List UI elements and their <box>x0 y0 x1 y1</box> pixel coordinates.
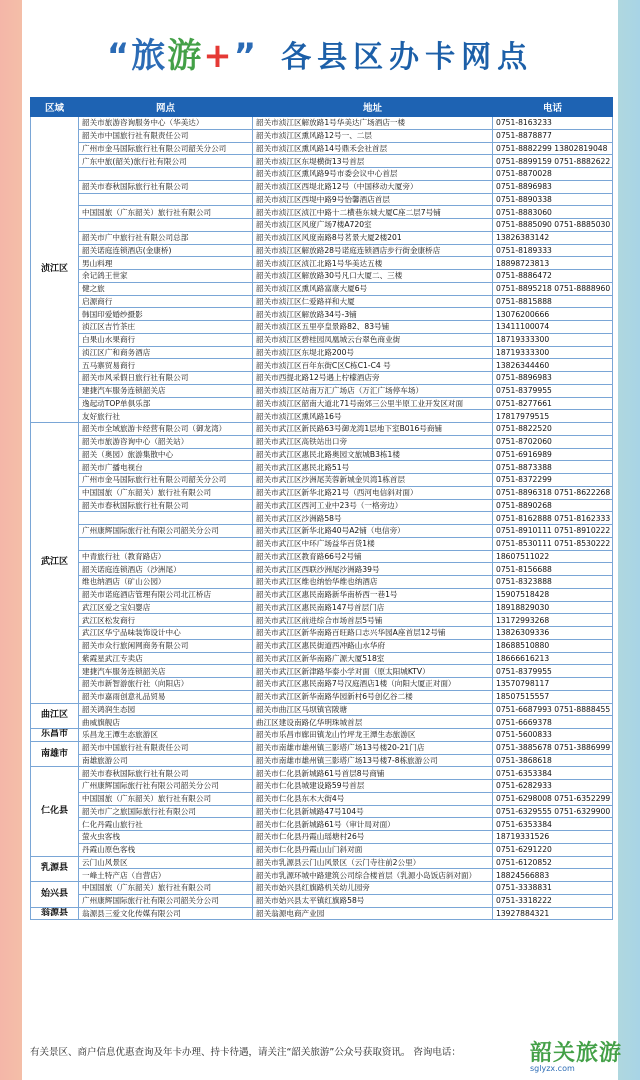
phone-cell: 15907518428 <box>493 588 613 601</box>
outlet-cell: 韶关市广播电视台 <box>79 461 253 474</box>
phone-cell: 0751-8189333 <box>493 244 613 257</box>
address-cell: 韶关市武江区维也纳怡华维也纳酒店 <box>253 576 493 589</box>
outlet-cell: 南雄旅游公司 <box>79 754 253 767</box>
address-cell: 韶关市浈江区西堤北路12号（中国移动大厦旁） <box>253 180 493 193</box>
table-row <box>31 448 613 461</box>
phone-cell: 0751-8372299 <box>493 474 613 487</box>
phone-cell: 0751-8885090 0751-8885030 <box>493 219 613 232</box>
table-row <box>31 576 613 589</box>
table-row <box>31 729 613 742</box>
district-cell: 武江区 <box>31 423 79 704</box>
outlet-cell: 广州市金马国际旅行社有限公司韶关分公司 <box>79 142 253 155</box>
table-row <box>31 474 613 487</box>
address-cell: 韶关市浈江区韶南大道北71号南郊三公里半原工业开发区对面 <box>253 397 493 410</box>
outlet-cell: 韶关诺庭连锁酒店（沙洲尾） <box>79 563 253 576</box>
phone-cell: 0751-8379955 <box>493 384 613 397</box>
district-cell: 仁化县 <box>31 767 79 856</box>
address-cell: 韶关市武江区新华北路21号（西河电信斜对面） <box>253 486 493 499</box>
table-row <box>31 831 613 844</box>
table-row <box>31 767 613 780</box>
address-cell: 韶关市浈江区解放路30号凡口大厦二、三楼 <box>253 270 493 283</box>
outlet-cell: 中国国旅（广东韶关）旅行社有限公司 <box>79 792 253 805</box>
address-cell: 韶关市仁化县新城路61号（审计局对面） <box>253 818 493 831</box>
address-cell: 韶关市浈江区熏风路14号鼎禾会社首层 <box>253 142 493 155</box>
phone-cell: 13172993268 <box>493 614 613 627</box>
outlet-cell: 白果山水果商行 <box>79 333 253 346</box>
table-row <box>31 678 613 691</box>
address-cell: 韶关市浈江区东堤北路200号 <box>253 346 493 359</box>
address-cell: 韶关市武江区新民路63号御龙湾1层地下室B016号商铺 <box>253 423 493 436</box>
address-cell: 韶关市武江区中环广场益华百货1楼 <box>253 537 493 550</box>
district-cell: 南雄市 <box>31 741 79 767</box>
outlet-cell: 丹霞山原色客栈 <box>79 843 253 856</box>
phone-cell: 0751-8883060 <box>493 206 613 219</box>
phone-cell: 13927884321 <box>493 907 613 920</box>
table-row <box>31 894 613 907</box>
table-row <box>31 550 613 563</box>
outlet-cell: 韶关市中国旅行社有限责任公司 <box>79 741 253 754</box>
address-cell: 韶关市武江区惠民南路新华南桥西一巷1号 <box>253 588 493 601</box>
address-cell: 韶关市武江区新津路华泰小学对面（原太阳城KTV） <box>253 665 493 678</box>
address-cell: 韶关市仁化县新城路61号首层8号商铺 <box>253 767 493 780</box>
outlet-cell: 紫霞星武江专卖店 <box>79 652 253 665</box>
outlet-cell: 韶关市诺庭酒店管理有限公司北江桥店 <box>79 588 253 601</box>
phone-cell: 18719331526 <box>493 831 613 844</box>
outlet-cell: 韶关（奥园）旅游集散中心 <box>79 448 253 461</box>
page-subtitle: 各县区办卡网点 <box>281 40 534 75</box>
address-cell: 韶关市西提北路12号遇上柠檬酒店旁 <box>253 372 493 385</box>
table-row <box>31 295 613 308</box>
phone-cell: 0751-8890338 <box>493 193 613 206</box>
address-cell: 韶关市始兴县红旗路机关幼儿园旁 <box>253 882 493 895</box>
phone-cell: 0751-6329555 0751-6329900 <box>493 805 613 818</box>
address-cell: 韶关市仁化县丹霞山山门斜对面 <box>253 843 493 856</box>
outlet-cell: 韶关市嘉雨创意礼品贸易 <box>79 690 253 703</box>
outlet-cell <box>79 219 253 232</box>
column-header-outlet: 网点 <box>79 98 253 117</box>
phone-cell: 0751-8870028 <box>493 168 613 181</box>
outlet-cell: 维也纳酒店（矿山公园） <box>79 576 253 589</box>
table-row <box>31 397 613 410</box>
outlet-cell: 启源商行 <box>79 295 253 308</box>
phone-cell: 0751-8886472 <box>493 270 613 283</box>
phone-cell: 0751-8899159 0751-8882622 <box>493 155 613 168</box>
address-cell: 韶关市乳源县云门山风景区（云门寺往前2公里） <box>253 856 493 869</box>
phone-cell: 0751-8162888 0751-8162333 <box>493 512 613 525</box>
column-header-district: 区域 <box>31 98 79 117</box>
address-cell: 韶关市南雄市雄州镇三影塔广场13号楼7-8栋旅游公司 <box>253 754 493 767</box>
phone-cell: 0751-6291220 <box>493 843 613 856</box>
table-row <box>31 716 613 729</box>
address-cell: 韶关市浈江区解放路1号华美达广场酒店一楼 <box>253 117 493 130</box>
phone-cell: 0751-8910111 0751-8910222 <box>493 525 613 538</box>
phone-cell: 0751-8815888 <box>493 295 613 308</box>
address-cell: 韶关市仁化县城建设路59号首层 <box>253 780 493 793</box>
address-cell: 韶关市曲江区马坝镇官陂塘 <box>253 703 493 716</box>
table-row <box>31 117 613 130</box>
address-cell: 韶关市武江区惠民北路51号 <box>253 461 493 474</box>
address-cell: 韶关市武江区前进综合市场首层5号铺 <box>253 614 493 627</box>
address-cell: 韶关市武江区惠民北路奥园文旅城B3栋1楼 <box>253 448 493 461</box>
outlet-cell: 余记鸽王世家 <box>79 270 253 283</box>
address-cell: 韶关市浈江区熏风路富康大厦6号 <box>253 282 493 295</box>
phone-cell: 18898723813 <box>493 257 613 270</box>
address-cell: 韶关市浈江区五里亭皇景路82、83号铺 <box>253 321 493 334</box>
table-row <box>31 423 613 436</box>
table-header-row <box>31 98 613 117</box>
outlet-cell: 韶关市广之旅国际旅行社有限公司 <box>79 805 253 818</box>
outlet-cell: 广州市金马国际旅行社有限公司韶关分公司 <box>79 474 253 487</box>
outlet-cell: 健之旅 <box>79 282 253 295</box>
outlet-cell: 武江区华宁品味装饰设计中心 <box>79 627 253 640</box>
table-row <box>31 435 613 448</box>
table-row <box>31 486 613 499</box>
outlet-cell <box>79 193 253 206</box>
table-row <box>31 308 613 321</box>
table-row <box>31 499 613 512</box>
outlet-cell: 韶关市旅游咨询中心（韶关站） <box>79 435 253 448</box>
phone-cell: 0751-6282933 <box>493 780 613 793</box>
address-cell: 韶关市武江区高铁站出口旁 <box>253 435 493 448</box>
phone-cell: 0751-3338831 <box>493 882 613 895</box>
table-row <box>31 843 613 856</box>
outlet-cell: 友好旅行社 <box>79 410 253 423</box>
table-row <box>31 627 613 640</box>
phone-cell: 0751-8896983 <box>493 372 613 385</box>
table-row <box>31 219 613 232</box>
table-row <box>31 512 613 525</box>
address-cell: 韶关市南雄市雄州镇三影塔广场13号楼20-21门店 <box>253 741 493 754</box>
table-row <box>31 601 613 614</box>
table-row <box>31 129 613 142</box>
table-row <box>31 792 613 805</box>
table-row <box>31 652 613 665</box>
outlet-cell: 翁源县三爱文化传媒有限公司 <box>79 907 253 920</box>
address-cell: 韶关市武江区沙洲路58号 <box>253 512 493 525</box>
address-cell: 韶关市浈江区浈江北路1号华美达五楼 <box>253 257 493 270</box>
outlet-cell: 韶关鸿润生态园 <box>79 703 253 716</box>
table-row <box>31 168 613 181</box>
district-cell: 始兴县 <box>31 882 79 908</box>
table-row <box>31 270 613 283</box>
outlet-cell: 浈江区吉竹茶庄 <box>79 321 253 334</box>
outlet-table <box>30 97 613 920</box>
table-row <box>31 321 613 334</box>
phone-cell: 18918829030 <box>493 601 613 614</box>
address-cell: 韶关市浈江区百年东街C区C栋C1-C4 号 <box>253 359 493 372</box>
address-cell: 韶关市武江区惠民南路147号首层门店 <box>253 601 493 614</box>
outlet-cell: 韶关市中国旅行社有限责任公司 <box>79 129 253 142</box>
phone-cell: 17817979515 <box>493 410 613 423</box>
address-cell: 韶关市武江区沙洲尾芙蓉新城金贝湾1栋首层 <box>253 474 493 487</box>
phone-cell: 0751-8277661 <box>493 397 613 410</box>
table-row <box>31 703 613 716</box>
outlet-cell: 广州康辉国际旅行社有限公司韶关分公司 <box>79 780 253 793</box>
phone-cell: 0751-8702060 <box>493 435 613 448</box>
table-row <box>31 372 613 385</box>
table-row <box>31 461 613 474</box>
outlet-cell <box>79 512 253 525</box>
phone-cell: 0751-8873388 <box>493 461 613 474</box>
phone-cell: 18507515557 <box>493 690 613 703</box>
site-logo: 韶关旅游 sglyzx.com <box>530 1036 626 1080</box>
table-row <box>31 856 613 869</box>
address-cell: 韶关市浈江区碧桂园凤凰城云台翠色商业街 <box>253 333 493 346</box>
address-cell: 韶关市武江区新华南路华园新村6号创亿谷二楼 <box>253 690 493 703</box>
address-cell: 韶关市浈江区浈江中路十二横巷东城大厦C座二层7号铺 <box>253 206 493 219</box>
table-row <box>31 410 613 423</box>
table-row <box>31 780 613 793</box>
phone-cell: 18824566883 <box>493 869 613 882</box>
outlet-cell: 韶关市春秋国际旅行社有限公司 <box>79 767 253 780</box>
phone-cell: 0751-6298008 0751-6352299 <box>493 792 613 805</box>
table-row <box>31 639 613 652</box>
table-row <box>31 665 613 678</box>
outlet-cell: 中国国旅（广东韶关）旅行社有限公司 <box>79 882 253 895</box>
table-row <box>31 907 613 920</box>
phone-cell: 18719333300 <box>493 333 613 346</box>
phone-cell: 0751-8822520 <box>493 423 613 436</box>
outlet-cell: 仁化丹霞山旅行社 <box>79 818 253 831</box>
outlet-cell: 中青旅行社（教育路店） <box>79 550 253 563</box>
address-cell: 韶关市浈江区仁爱路祥和大厦 <box>253 295 493 308</box>
phone-cell: 18688510880 <box>493 639 613 652</box>
outlet-cell: 韶关市风采假日旅行社有限公司 <box>79 372 253 385</box>
outlet-cell <box>79 168 253 181</box>
address-cell: 韶关市乐昌市廊田镇龙山竹坪龙王潭生态旅游区 <box>253 729 493 742</box>
phone-cell: 18719333300 <box>493 346 613 359</box>
phone-cell: 0751-6687993 0751-8888455 <box>493 703 613 716</box>
brand-title: “旅游+” <box>106 36 259 76</box>
phone-cell: 13826344460 <box>493 359 613 372</box>
outlet-cell: 逸起动TOP单俱乐部 <box>79 397 253 410</box>
district-cell: 曲江区 <box>31 703 79 729</box>
phone-cell: 0751-6353384 <box>493 767 613 780</box>
table-row <box>31 142 613 155</box>
table-row <box>31 690 613 703</box>
outlet-cell: 韶关市春秋国际旅行社有限公司 <box>79 180 253 193</box>
district-cell: 浈江区 <box>31 117 79 423</box>
address-cell: 韶关市浈江区风度广场7楼A720室 <box>253 219 493 232</box>
table-row <box>31 741 613 754</box>
phone-cell: 0751-8323888 <box>493 576 613 589</box>
phone-cell: 0751-8896318 0751-8622268 <box>493 486 613 499</box>
district-cell: 乐昌市 <box>31 729 79 742</box>
phone-cell: 0751-6120852 <box>493 856 613 869</box>
phone-cell: 0751-8163233 <box>493 117 613 130</box>
outlet-cell: 武江区爱之宝妇婴店 <box>79 601 253 614</box>
table-row <box>31 754 613 767</box>
outlet-cell: 中国国旅（广东韶关）旅行社有限公司 <box>79 486 253 499</box>
table-row <box>31 257 613 270</box>
logo-site: sglyzx.com <box>530 1064 575 1073</box>
table-row <box>31 231 613 244</box>
table-row <box>31 537 613 550</box>
address-cell: 韶关市浈江区风度南路8号茗景大厦2楼201 <box>253 231 493 244</box>
phone-cell: 0751-6916989 <box>493 448 613 461</box>
table-row <box>31 525 613 538</box>
table-row <box>31 346 613 359</box>
outlet-cell: 韶关市众行旅闲网商务有限公司 <box>79 639 253 652</box>
address-cell: 曲江区建设南路亿华明珠城首层 <box>253 716 493 729</box>
outlet-cell: 韶关市广中旅行社有限公司总部 <box>79 231 253 244</box>
table-row <box>31 805 613 818</box>
address-cell: 韶关市仁化县新城路47号104号 <box>253 805 493 818</box>
phone-cell: 0751-8156688 <box>493 563 613 576</box>
phone-cell: 0751-8895218 0751-8888960 <box>493 282 613 295</box>
outlet-cell: 曲威旗舰店 <box>79 716 253 729</box>
table-row <box>31 588 613 601</box>
outlet-cell: 广东中旅(韶关)旅行社有限公司 <box>79 155 253 168</box>
phone-cell: 0751-3318222 <box>493 894 613 907</box>
outlet-cell: 建捷汽车服务连锁韶关店 <box>79 665 253 678</box>
address-cell: 韶关市浈江区解放路34号-3铺 <box>253 308 493 321</box>
district-cell: 翁源县 <box>31 907 79 920</box>
footer-note: 有关景区、商户信息优惠查询及年卡办理、持卡待遇，请关注“韶关旅游”公众号获取资讯。 咨询电话： <box>30 1047 461 1058</box>
address-cell: 韶关市武江区惠民街道西冲路山水华府 <box>253 639 493 652</box>
phone-cell: 0751-3885678 0751-3886999 <box>493 741 613 754</box>
address-cell: 韶关市浈江区站南万汇广场店（万汇广场停车场） <box>253 384 493 397</box>
outlet-cell: 建捷汽车服务连锁韶关店 <box>79 384 253 397</box>
table-row <box>31 193 613 206</box>
phone-cell: 0751-5600833 <box>493 729 613 742</box>
address-cell: 韶关市浈江区熏风路9号市委会议中心首层 <box>253 168 493 181</box>
district-cell: 乳源县 <box>31 856 79 882</box>
phone-cell: 0751-8890268 <box>493 499 613 512</box>
address-cell: 韶关市仁化县东木大街4号 <box>253 792 493 805</box>
address-cell: 韶关市乳源环城中路建筑公司综合楼首层（乳源小岛饭店斜对面） <box>253 869 493 882</box>
table-row <box>31 614 613 627</box>
table-row <box>31 155 613 168</box>
phone-cell: 0751-3868618 <box>493 754 613 767</box>
table-row <box>31 180 613 193</box>
table-row <box>31 359 613 372</box>
phone-cell: 18607511022 <box>493 550 613 563</box>
phone-cell: 0751-6669378 <box>493 716 613 729</box>
address-cell: 韶关市武江区西联沙洲尾沙洲路39号 <box>253 563 493 576</box>
outlet-cell: 萤火虫客栈 <box>79 831 253 844</box>
address-cell: 韶关市武江区新华南路百旺路口志兴华园A座首层12号铺 <box>253 627 493 640</box>
table-row <box>31 206 613 219</box>
outlet-cell: 五马寨贸易商行 <box>79 359 253 372</box>
address-cell: 韶关市武江区惠民南路7号汉庭酒店1楼（向阳大厦正对面） <box>253 678 493 691</box>
outlet-cell: 韶关市春秋国际旅行社有限公司 <box>79 499 253 512</box>
outlet-cell: 浈江区广和商务酒店 <box>79 346 253 359</box>
address-cell: 韶关市浈江区熏风路16号 <box>253 410 493 423</box>
outlet-cell: 韶关市全域旅游卡经营有限公司（御龙湾） <box>79 423 253 436</box>
outlet-cell: 云门山风景区 <box>79 856 253 869</box>
outlet-cell: 韶关市旅游咨询服务中心（华美达） <box>79 117 253 130</box>
phone-cell: 13570798117 <box>493 678 613 691</box>
address-cell: 韶关市浈江区熏风路12号一、二层 <box>253 129 493 142</box>
outlet-cell: 韶关市新智游旅行社（向阳店） <box>79 678 253 691</box>
address-cell: 韶关市武江区西河工业中23号（一格旁边） <box>253 499 493 512</box>
phone-cell: 0751-8878877 <box>493 129 613 142</box>
outlet-cell: 武江区松发商行 <box>79 614 253 627</box>
table-row <box>31 818 613 831</box>
table-row <box>31 563 613 576</box>
address-cell: 韶关市武江区教育路66号2号铺 <box>253 550 493 563</box>
phone-cell: 0751-8882299 13802819048 <box>493 142 613 155</box>
table-row <box>31 869 613 882</box>
outlet-cell: 韶关诺庭连锁酒店(金康桥) <box>79 244 253 257</box>
address-cell: 韶关市武江区新华北路40号A2铺（电信旁） <box>253 525 493 538</box>
phone-cell: 0751-8896983 <box>493 180 613 193</box>
table-row <box>31 244 613 257</box>
phone-cell: 13411100074 <box>493 321 613 334</box>
phone-cell: 18666616213 <box>493 652 613 665</box>
table-row <box>31 333 613 346</box>
outlet-cell: 一峰土特产店（自营店） <box>79 869 253 882</box>
phone-cell: 13826309336 <box>493 627 613 640</box>
phone-cell: 0751-8379955 <box>493 665 613 678</box>
outlet-cell: 广州康辉国际旅行社有限公司韶关分公司 <box>79 525 253 538</box>
table-row <box>31 882 613 895</box>
outlet-cell: 乐昌龙王潭生态旅游区 <box>79 729 253 742</box>
table-row <box>31 282 613 295</box>
phone-cell: 13826383142 <box>493 231 613 244</box>
phone-cell: 0751-8530111 0751-8530222 <box>493 537 613 550</box>
address-cell: 韶关市浈江区解放路28号诺庭连锁酒店步行街金康桥店 <box>253 244 493 257</box>
page-title <box>0 28 640 77</box>
phone-cell: 0751-6353384 <box>493 818 613 831</box>
address-cell: 韶关市武江区新华南路广源大厦518室 <box>253 652 493 665</box>
phone-cell: 13076200666 <box>493 308 613 321</box>
address-cell: 韶关翁源电商产业园 <box>253 907 493 920</box>
outlet-cell: 男山料理 <box>79 257 253 270</box>
outlet-cell <box>79 537 253 550</box>
address-cell: 韶关市浈江区东堤横街13号首层 <box>253 155 493 168</box>
outlet-cell: 韩国印爱婚纱摄影 <box>79 308 253 321</box>
address-cell: 韶关市浈江区西堤中路9号怡馨酒店首层 <box>253 193 493 206</box>
column-header-address: 地址 <box>253 98 493 117</box>
outlet-cell: 广州康辉国际旅行社有限公司韶关分公司 <box>79 894 253 907</box>
table-row <box>31 384 613 397</box>
outlet-cell: 中国国旅（广东韶关）旅行社有限公司 <box>79 206 253 219</box>
address-cell: 韶关市始兴县太平镇红旗路58号 <box>253 894 493 907</box>
column-header-phone: 电话 <box>493 98 613 117</box>
address-cell: 韶关市仁化县丹霞山瑶塘村26号 <box>253 831 493 844</box>
